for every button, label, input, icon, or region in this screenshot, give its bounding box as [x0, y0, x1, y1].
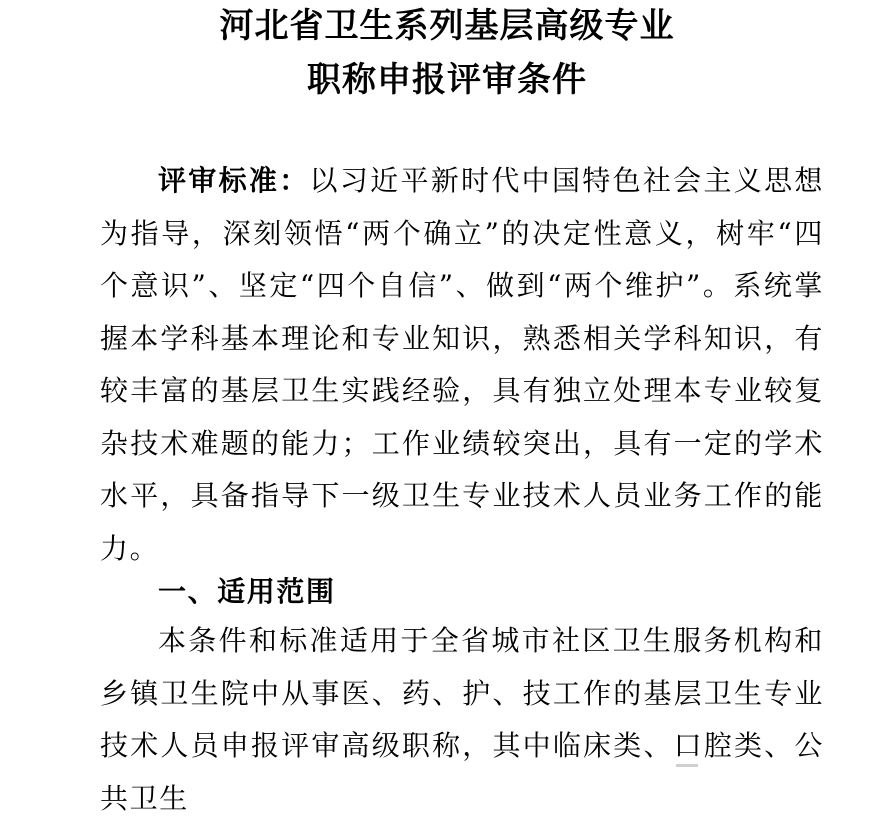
selection-marker: [676, 764, 698, 767]
scope-paragraph: 本条件和标准适用于全省城市社区卫生服务机构和乡镇卫生院中从事医、药、护、技工作的基层卫生专业技术人员申报评审高级职称，其中临床类、口腔类、公共卫生: [100, 624, 824, 815]
evaluation-standard-label: 评审标准：: [158, 164, 310, 197]
document-title-line-2: 职称申报评审条件: [307, 60, 587, 100]
document-title-line-1: 河北省卫生系列基层高级专业: [219, 6, 675, 46]
section-heading-scope: 一、适用范围: [158, 575, 336, 608]
evaluation-standard-text: 以习近平新时代中国特色社会主义思想为指导，深刻领悟“两个确立”的决定性意义，树牢“四个意识”、坚定“四个自信”、做到“两个维护”。系统掌握本学科基本理论和专业知识，熟悉相关学科知识，有较丰富的基层卫生实践经验，具有独立处理本专业较复杂技术难题的能力；工作业绩较突出，具有一定的学术水平，具备指导下一级卫生专业技术人员业务工作的能力。: [100, 164, 824, 565]
evaluation-standard-paragraph: [100, 155, 824, 575]
